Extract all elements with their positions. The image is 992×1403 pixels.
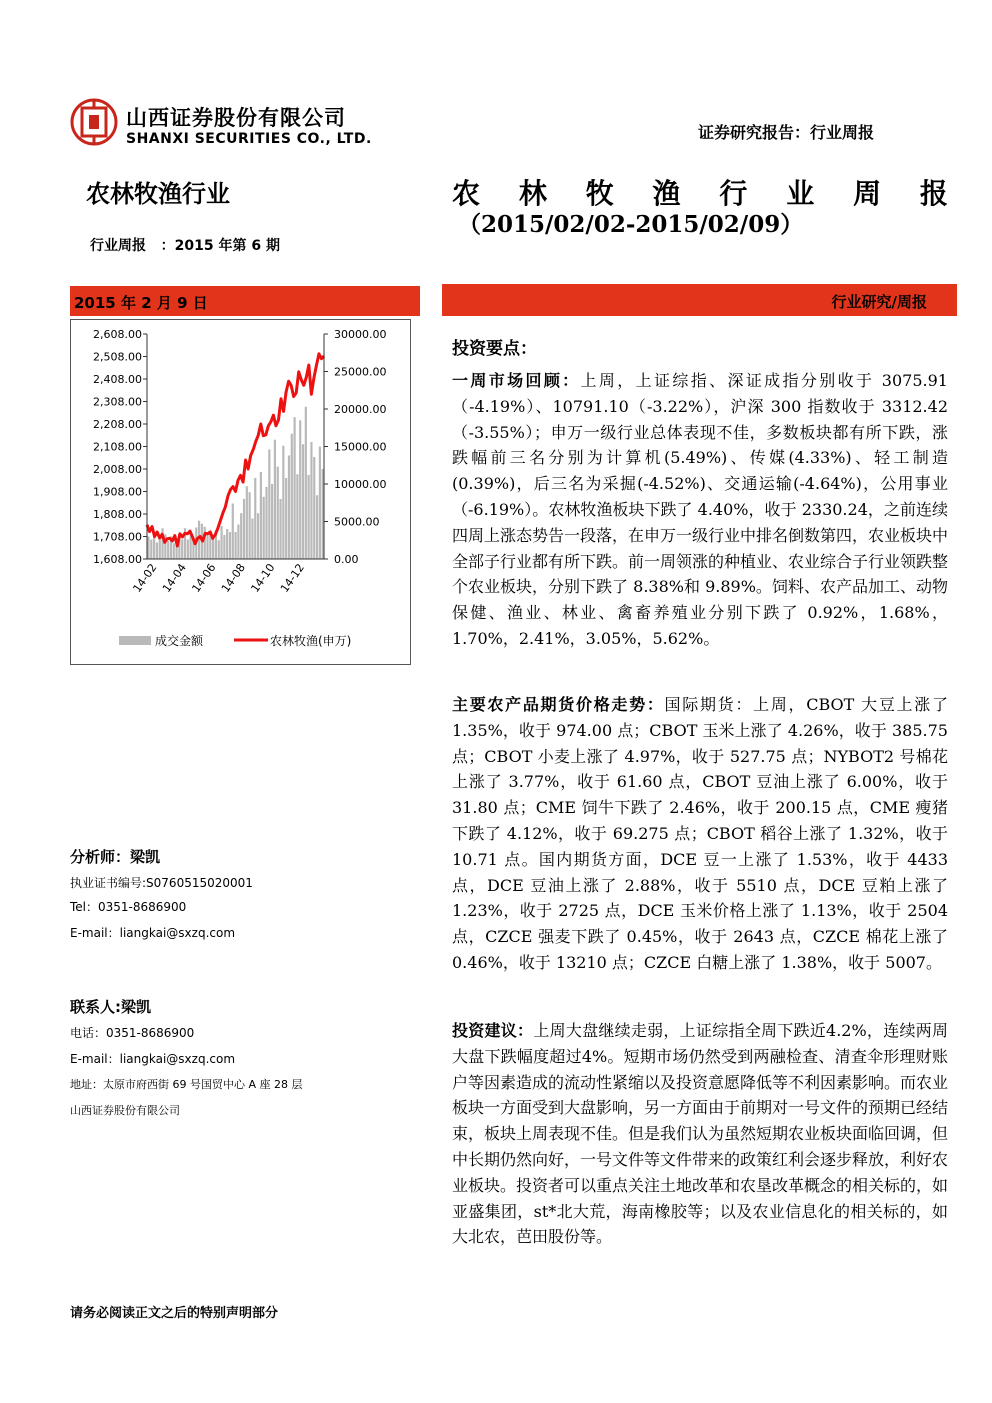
futures-text: 国际期货：上周，CBOT 大豆上涨了 1.35%，收于 974.00 点；CBOT 玉米上涨了 4.26%，收于 385.75 点；CBOT 小麦上涨了 4.97%，收于 527.75 点；NYBOT2 号棉花上涨了 3.77%，收于 61.60 点，CBOT 豆油上涨了 6.00%，收于 31.80 点；CME 饲牛下跌了 2.46%，收于 200.15 点，CME 瘦猪下跌了 4.12%，收于 69.275 点；CBOT 稻谷上涨了 1.32%，收于 10.71 点。国内期货方面，DCE 豆一上涨了 1.53%，收于 4433 点，DCE 豆油上涨了 2.88%，收于 5510 点，DCE 豆粕上涨了 1.23%，收于 2725 点，DCE 玉米价格上涨了 1.13%，收于 2504 点，CZCE 强麦下跌了 0.45%，收于 2643 点，CZCE 棉花上涨了 0.46%，收于 13210 点；CZCE 白糖上涨了 1.38%，收于 5007。 [452,695,948,972]
y-left-tick-label: 2,508.00 [93,350,142,364]
turnover-bar [263,497,265,559]
turnover-bar [218,540,220,559]
report-type: 证券研究报告：行业周报 [698,123,875,142]
turnover-bar [274,440,276,559]
legend-swatch-bars [119,636,151,645]
turnover-bar [237,525,239,560]
turnover-bar [310,442,312,559]
futures-lead: 主要农产品期货价格走势： [452,695,665,714]
analyst-email: E-mail：liangkai@sxzq.com [70,926,236,940]
turnover-bar [260,472,262,559]
turnover-bar [299,420,301,559]
turnover-bar [156,543,158,560]
section-label: 行业研究/周报 [831,293,927,311]
turnover-bar [271,484,273,559]
title-char: 行 [719,177,748,210]
report-date-range: （2015/02/02-2015/02/09） [458,211,804,238]
investment-highlights-heading: 投资要点： [452,339,537,359]
futures-paragraph [452,692,948,976]
turnover-bar [308,475,310,559]
y-left-tick-label: 2,308.00 [93,395,142,409]
contact-address: 地址：太原市府西街 69 号国贸中心 A 座 28 层 [70,1078,303,1091]
turnover-bar [322,469,324,559]
turnover-bar [223,535,225,559]
y-left-tick-label: 2,208.00 [93,418,142,431]
section-bar [442,284,957,316]
turnover-bar [285,478,287,559]
y-right-tick-label: 15000.00 [334,440,387,454]
turnover-bar [296,474,298,559]
turnover-bar [226,529,228,559]
industry-title: 农林牧渔行业 [86,180,230,208]
investment-advice-lead: 投资建议： [452,1021,534,1040]
turnover-bar [206,532,208,559]
turnover-bar [159,538,161,559]
turnover-bar [243,499,245,559]
issue-value: ：2015 年第 6 期 [160,238,280,254]
y-left-tick-label: 2,608.00 [93,328,142,341]
turnover-bar [229,532,231,559]
y-left-tick-label: 2,108.00 [93,440,142,454]
analyst-label: 分析师：梁凯 [70,848,161,866]
analyst-cert: 执业证书编号:S0760515020001 [70,876,253,890]
y-left-tick-label: 1,808.00 [93,508,142,521]
disclaimer: 请务必阅读正文之后的特别声明部分 [70,1306,279,1321]
turnover-bar [305,407,307,559]
title-char: 牧 [585,177,614,210]
turnover-bar [240,513,242,559]
x-tick-label: 14-02 [130,561,160,595]
turnover-bar [254,478,256,559]
title-char: 周 [853,177,882,210]
turnover-bar [173,543,175,559]
turnover-bar [265,487,267,559]
title-char: 林 [518,177,547,210]
turnover-bar [204,527,206,559]
turnover-bar [147,537,149,560]
turnover-bar [235,532,237,559]
turnover-bar [282,446,284,559]
title-char: 农 [452,177,481,210]
title-char: 业 [786,177,815,210]
title-char: 渔 [652,177,681,210]
turnover-bar [291,434,293,559]
legend-label-line: 农林牧渔(申万) [270,634,352,648]
company-logo [70,98,118,146]
y-left-tick-label: 1,908.00 [93,485,142,499]
y-right-tick-label: 5000.00 [334,515,380,529]
chart-panel [70,319,411,665]
turnover-bar [187,540,189,560]
contact-phone: 电话：0351-8686900 [70,1026,195,1040]
turnover-bar [181,540,183,560]
legend-label-bars: 成交金额 [155,634,204,648]
contact-label: 联系人:梁凯 [70,998,151,1016]
y-right-tick-label: 20000.00 [334,403,387,416]
turnover-bar [302,444,304,559]
x-tick-label: 14-10 [248,561,278,595]
report-date: 2015 年 2 月 9 日 [74,294,208,312]
y-right-tick-label: 30000.00 [334,328,387,341]
company-name-en: SHANXI SECURITIES CO., LTD. [126,131,372,147]
turnover-bar [212,540,214,560]
x-tick-label: 14-04 [159,561,189,595]
turnover-bar [319,447,321,560]
index-turnover-chart [71,320,410,664]
turnover-bar [167,541,169,559]
y-left-tick-label: 2,408.00 [93,373,142,386]
y-left-tick-label: 1,608.00 [93,553,142,566]
turnover-bar [277,467,279,559]
turnover-bar [232,504,234,560]
turnover-bar [316,495,318,559]
x-tick-label: 14-12 [277,561,307,595]
investment-advice-paragraph [452,1018,948,1250]
turnover-bar [294,417,296,559]
x-tick-label: 14-08 [218,561,248,595]
turnover-bar [257,513,259,559]
turnover-bar [288,456,290,560]
turnover-bar [246,486,248,559]
turnover-bar [220,526,222,559]
turnover-bar [268,450,270,560]
issue-label: 行业周报 [90,238,146,254]
analyst-tel: Tel：0351-8686900 [70,900,187,914]
y-right-tick-label: 0.00 [334,553,359,566]
y-left-tick-label: 1,708.00 [93,530,142,544]
company-name-cn: 山西证券股份有限公司 [126,106,346,130]
turnover-bar [313,457,315,559]
issue-info [90,235,280,255]
y-left-tick-label: 2,008.00 [93,463,142,476]
x-tick-label: 14-06 [189,561,219,595]
turnover-bar [251,519,253,560]
market-review-text: 上周，上证综指、深证成指分别收于 3075.91（-4.19%）、10791.10（-3.22%），沪深 300 指数收于 3312.42（-3.55%）；申万一级行业总体表现不佳，多数板块都有所下跌，涨跌幅前三名分别为计算机(5.49%)、传媒(4.33%)、轻工制造(0.39%)，后三名为采掘(-4.52%)、交通运输(-4.64%)，公用事业（-6.19%）。农林牧渔板块下跌了 4.40%，收于 2330.24，之前连续四周上涨态势告一段落，在申万一级行业中排名倒数第四，农业板块中全部子行业都有所下跌。前一周领涨的种植业、农业综合子行业领跌整个农业板块，分别下跌了 8.38%和 9.89%。饲料、农产品加工、动物保健、渔业、林业、禽畜养殖业分别下跌了 0.92%，1.68%，1.70%，2.41%，3.05%，5.62%。 [452,371,949,648]
turnover-bar [150,540,152,560]
contact-email: E-mail：liangkai@sxzq.com [70,1052,236,1066]
y-right-tick-label: 25000.00 [334,365,387,379]
contact-company: 山西证券股份有限公司 [70,1104,180,1117]
turnover-bar [249,492,251,559]
market-review-lead: 一周市场回顾： [452,371,581,390]
y-right-tick-label: 10000.00 [334,478,387,491]
date-bar [70,286,420,316]
investment-advice-text: 上周大盘继续走弱，上证综指全周下跌近4.2%，连续两周大盘下跌幅度超过4%。短期市场仍然受到两融检查、清查伞形理财账户等因素造成的流动性紧缩以及投资意愿降低等不利因素影响。而农业板块一方面受到大盘影响，另一方面由于前期对一号文件的预期已经结束，板块上周表现不佳。但是我们认为虽然短期农业板块面临回调，但中长期仍然向好，一号文件等文件带来的政策红利会逐步释放，利好农业板块。投资者可以重点关注土地改革和农垦改革概念的相关标的，如亚盛集团，st*北大荒，海南橡胶等；以及农业信息化的相关标的，如大北农，芭田股份等。 [452,1021,949,1247]
title-char: 报 [919,177,948,210]
market-review-paragraph [452,368,948,652]
turnover-bar [279,499,281,559]
